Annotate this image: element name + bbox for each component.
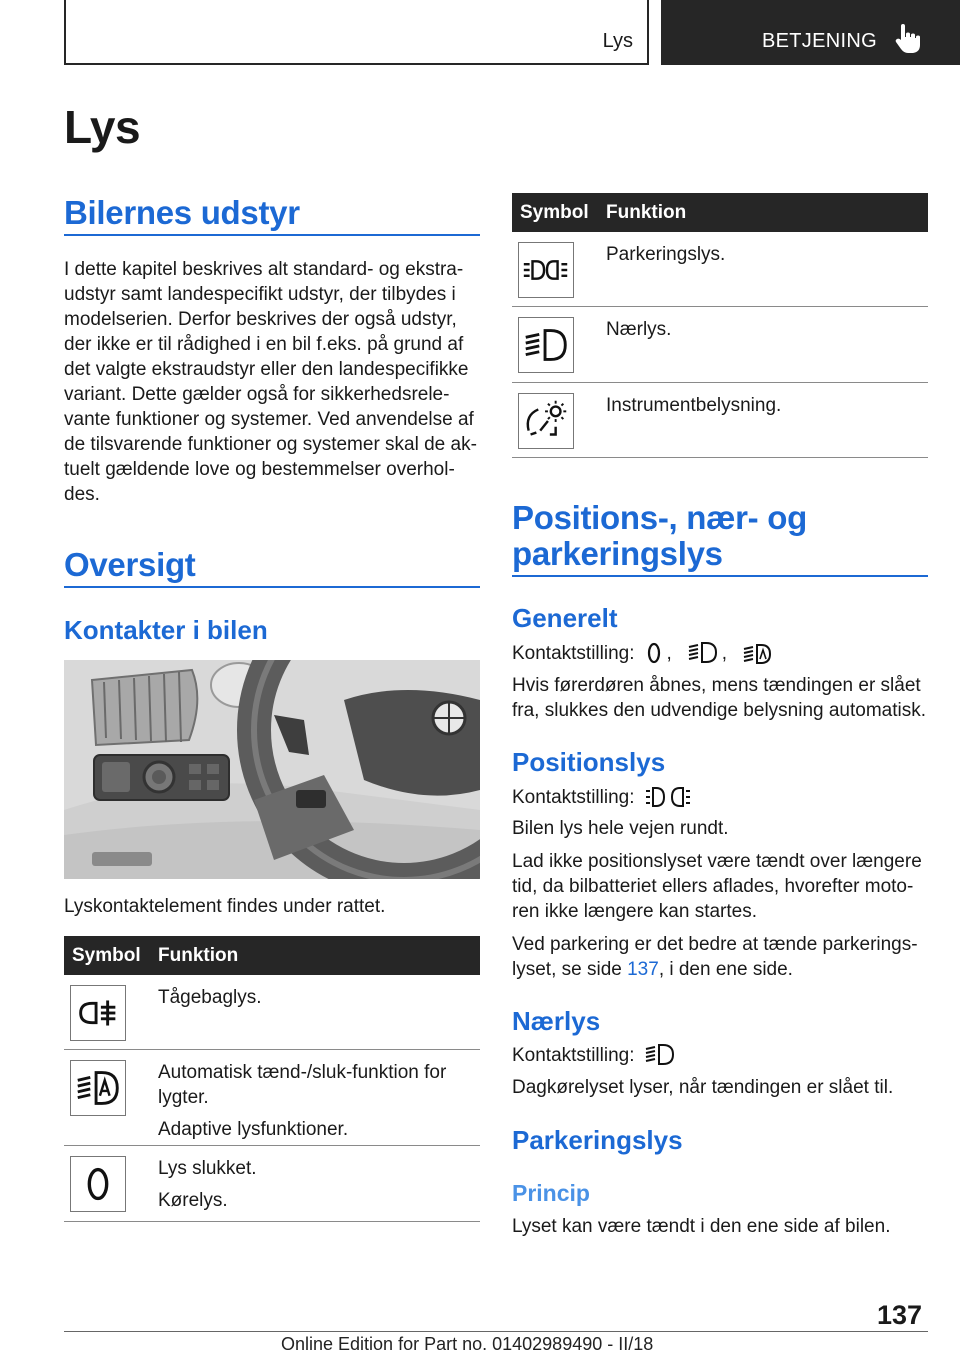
heading-rule: [512, 575, 928, 577]
header-symbol: Symbol: [72, 945, 141, 966]
parking-light-icon: [518, 242, 574, 298]
kontaktstilling-label: Kontaktstilling:: [512, 786, 635, 808]
row-function: [158, 1156, 473, 1213]
heading-oversigt: Oversigt: [64, 546, 196, 583]
table-row: [512, 232, 928, 307]
text-line: modelserien. Derfor beskrives der også udstyr,: [64, 309, 457, 330]
text-line: ren ikke længere kan startes.: [512, 901, 758, 922]
heading-rule: [64, 586, 480, 588]
header-funktion: Funktion: [158, 945, 239, 966]
text-line: I dette kapitel beskrives alt standard- og ekstra-: [64, 259, 464, 280]
function-text: Lys slukket.: [158, 1158, 257, 1179]
page-reference-link[interactable]: 137: [627, 959, 659, 980]
positionslys-paragraph-3: [512, 932, 918, 982]
text-line: Ved parkering er det bedre at tænde parkerings-: [512, 934, 918, 955]
automatic-headlight-icon: [743, 640, 773, 666]
table-row: [64, 1146, 480, 1222]
text-line: Lad ikke positionslyset være tændt over længere: [512, 851, 922, 872]
equipment-paragraph: [64, 257, 482, 507]
heading-generelt: Generelt: [512, 603, 618, 633]
function-text: Tågebaglys.: [158, 987, 262, 1008]
heading-naerlys: Nærlys: [512, 1006, 601, 1036]
text-line: variant. Dette gælder også for sikkerhedsrele-: [64, 384, 450, 405]
row-function: [158, 1060, 473, 1142]
text-fragment: lyset, se side: [512, 959, 628, 980]
heading-parkeringslys: Parkeringslys: [512, 1125, 683, 1155]
header-section-box: [64, 0, 649, 65]
function-text: Automatisk tænd-/sluk-funktion for lygter.: [158, 1062, 447, 1108]
table-header: [512, 193, 928, 232]
kontaktstilling-label: Kontaktstilling:: [512, 1044, 635, 1066]
naerlys-text: Dagkørelyset lyser, når tændingen er slået til.: [512, 1077, 894, 1098]
text-line: [512, 957, 918, 982]
parking-light-icon: [645, 784, 691, 810]
row-function: [606, 242, 921, 267]
heading-princip: Princip: [512, 1180, 590, 1206]
function-text: Instrumentbelysning.: [606, 395, 782, 416]
positionslys-paragraph-2: [512, 849, 922, 924]
table-row: [512, 307, 928, 383]
header-chapter-box: [661, 0, 960, 65]
text-line: vante funktioner og systemer. Ved anvendelse af: [64, 409, 474, 430]
text-fragment: , i den ene side.: [658, 959, 793, 980]
footer-rule: [64, 1331, 928, 1332]
instrument-lighting-icon: [518, 393, 574, 449]
header-section-label: Lys: [602, 30, 633, 52]
text-line: tid, da bilbatteriet ellers aflades, hvorefter moto-: [512, 876, 914, 897]
low-beam-icon: [518, 317, 574, 373]
switch-position-line: [512, 784, 691, 810]
symbol-table-left: [64, 936, 480, 1222]
text-line: des.: [64, 484, 100, 505]
text-line: udstyr samt landespecifikt udstyr, der tilbydes i: [64, 284, 456, 305]
text-line: der ikke er til rådighed i en bil f.eks. på grund af: [64, 334, 464, 355]
heading-rule: [64, 234, 480, 236]
separator: ,: [666, 642, 672, 664]
heading-kontakter-i-bilen: Kontakter i bilen: [64, 615, 268, 645]
text-line: Hvis førerdøren åbnes, mens tændingen er slået: [512, 675, 921, 696]
princip-text: Lyset kan være tændt i den ene side af bilen.: [512, 1216, 891, 1237]
header-funktion: Funktion: [606, 202, 687, 223]
dashboard-light-switch-illustration: [64, 660, 480, 879]
lights-off-icon: [645, 640, 663, 666]
function-text: Kørelys.: [158, 1190, 228, 1211]
text-line: det valgte ekstraudstyr eller den landespecifikke: [64, 359, 469, 380]
heading-positions-naer-parkeringslys: [512, 500, 807, 572]
function-text: Adaptive lysfunktioner.: [158, 1119, 349, 1140]
symbol-table-right: [512, 193, 928, 458]
row-function: [606, 393, 921, 418]
table-row: [512, 383, 928, 458]
text-line: fra, slukkes den udvendige belysning automatisk.: [512, 700, 927, 721]
text-line: de tilsvarende funktioner og systemer skal de ak-: [64, 434, 477, 455]
rear-fog-light-icon: [70, 985, 126, 1041]
function-text: Nærlys.: [606, 319, 672, 340]
text-line: tuelt gældende love og bestemmelser overhol-: [64, 459, 455, 480]
heading-positionslys: Positionslys: [512, 747, 666, 777]
header-symbol: Symbol: [520, 202, 589, 223]
header-chapter-label: BETJENING: [762, 30, 877, 52]
heading-line: Positions-, nær- og: [512, 499, 807, 536]
table-row: [64, 975, 480, 1050]
switch-position-line: [512, 1042, 675, 1068]
switch-caption: Lyskontaktelement findes under rattet.: [64, 896, 386, 917]
lights-off-icon: [70, 1156, 126, 1212]
automatic-headlight-icon: [70, 1060, 126, 1116]
heading-bilernes-udstyr: Bilernes udstyr: [64, 194, 300, 231]
low-beam-icon: [688, 640, 718, 666]
positionslys-text-1: Bilen lys hele vejen rundt.: [512, 818, 729, 839]
footer-edition: Online Edition for Part no. 01402989490 - II/18: [281, 1334, 654, 1354]
function-text: Parkeringslys.: [606, 244, 726, 265]
page-title: Lys: [64, 101, 141, 153]
row-function: [158, 985, 473, 1010]
kontaktstilling-label: Kontaktstilling:: [512, 642, 635, 664]
separator: ,: [721, 642, 728, 664]
table-row: [64, 1050, 480, 1146]
heading-line: parkeringslys: [512, 535, 723, 572]
pointing-hand-icon: [892, 22, 926, 56]
page-number: 137: [877, 1300, 923, 1330]
switch-position-line: [512, 640, 773, 666]
low-beam-icon: [645, 1042, 675, 1068]
row-function: [606, 317, 921, 342]
generelt-paragraph: [512, 673, 926, 723]
table-header: [64, 936, 480, 975]
